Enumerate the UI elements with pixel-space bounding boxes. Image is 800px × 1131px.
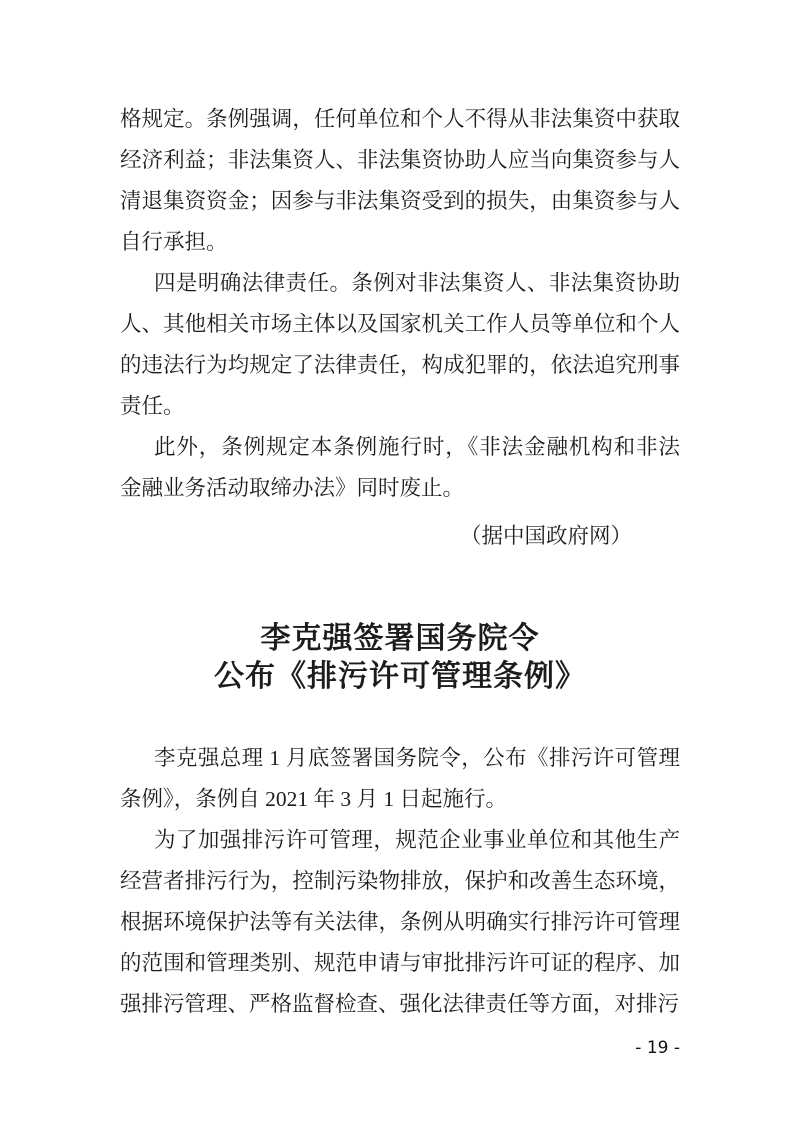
paragraph-repeal-notice: 此外，条例规定本条例施行时，《非法金融机构和非法金融业务活动取缔办法》同时废止。 xyxy=(120,435,680,500)
paragraph-legal-responsibility: 四是明确法律责任。条例对非法集资人、非法集资协助人、其他相关市场主体以及国家机关工作人员等单位和个人的违法行为均规定了法律责任，构成犯罪的，依法追究刑事责任。 xyxy=(120,271,680,418)
paragraph-regulation-purpose: 为了加强排污许可管理，规范企业事业单位和其他生产经营者排污行为，控制污染物排放，保护和改善生态环境，根据环境保护法等有关法律，条例从明确实行排污许可管理的范围和管理类别、规范申请与审批排污许可证的程序、加强排污管理、严格监督检查、强化法律责任等方面，对排污 xyxy=(120,828,680,1016)
paragraph-continued-from-previous-page: 格规定。条例强调，任何单位和个人不得从非法集资中获取经济利益；非法集资人、非法集资协助人应当向集资参与人清退集资资金；因参与非法集资受到的损失，由集资参与人自行承担。 xyxy=(120,107,680,254)
article-title xyxy=(120,620,680,696)
paragraph-decree-signing: 李克强总理 1 月底签署国务院令，公布《排污许可管理条例》，条例自 2021 年 3 月 1 日起施行。 xyxy=(120,746,680,811)
document-body xyxy=(120,0,680,1025)
source-attribution: （据中国政府网） xyxy=(459,524,632,548)
page-number: - 19 - xyxy=(635,1038,680,1058)
article-title-line1: 李克强签署国务院令 xyxy=(260,622,540,655)
article-title-line2: 公布《排污许可管理条例》 xyxy=(214,660,586,693)
